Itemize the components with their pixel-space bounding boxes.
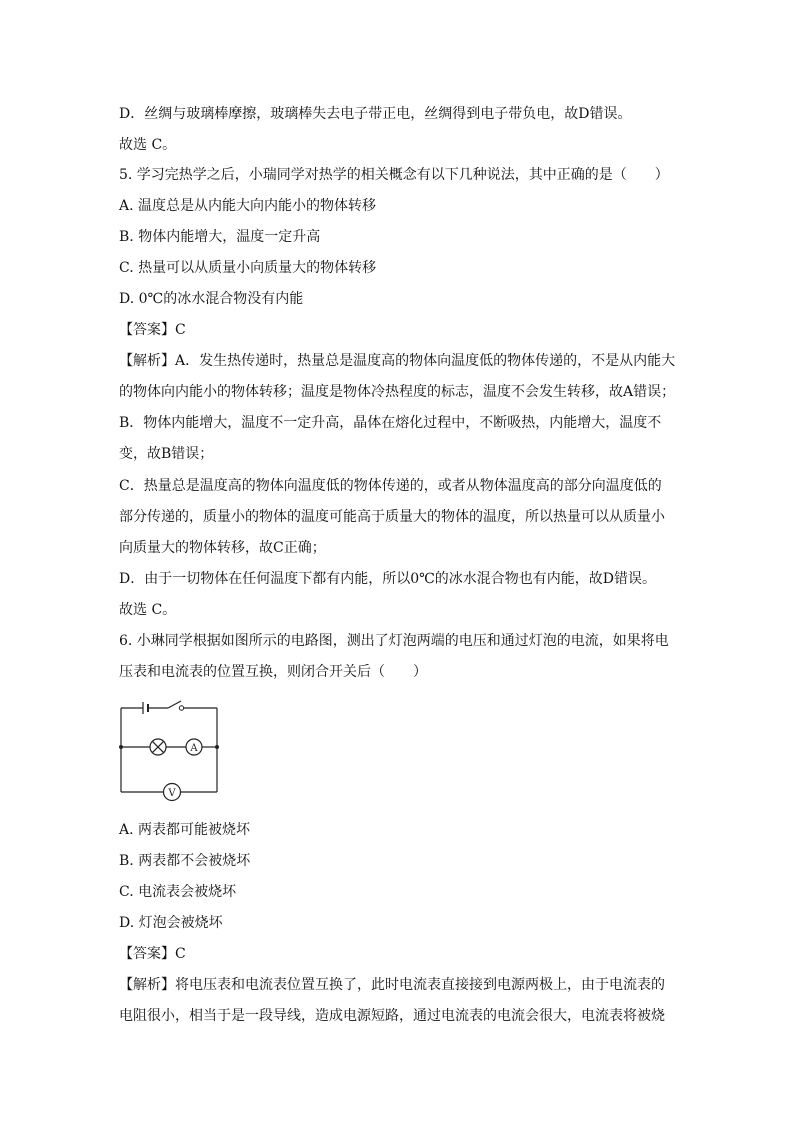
question-6-answer: 【答案】C bbox=[119, 946, 186, 962]
ammeter-label: A bbox=[190, 743, 198, 754]
question-5-option-b: B. 物体内能增大，温度一定升高 bbox=[119, 229, 321, 245]
analysis-line: 变，故B错误； bbox=[119, 446, 214, 462]
question-5-option-a: A. 温度总是从内能大向内能小的物体转移 bbox=[119, 198, 377, 214]
analysis-line: 部分传递的，质量小的物体的温度可能高于质量大的物体的温度，所以热量可以从质量小 bbox=[119, 509, 665, 525]
question-5-answer: 【答案】C bbox=[119, 322, 186, 338]
voltmeter-label: V bbox=[168, 788, 176, 799]
question-6-option-c: C. 电流表会被烧坏 bbox=[119, 884, 237, 900]
question-6-option-a: A. 两表都可能被烧坏 bbox=[119, 822, 251, 838]
text-line: D．丝绸与玻璃棒摩擦，玻璃棒失去电子带正电，丝绸得到电子带负电，故D错误。 bbox=[119, 106, 632, 122]
analysis-line: 【解析】将电压表和电流表位置互换了，此时电流表直接接到电源两极上，由于电流表的 bbox=[119, 977, 665, 993]
analysis-line: C．热量总是温度高的物体向温度低的物体传递的，或者从物体温度高的部分向温度低的 bbox=[119, 478, 662, 494]
text-line: 故选 C。 bbox=[119, 602, 177, 618]
question-6-option-b: B. 两表都不会被烧坏 bbox=[119, 853, 251, 869]
question-5-option-c: C. 热量可以从质量小向质量大的物体转移 bbox=[119, 260, 377, 276]
analysis-line: 【解析】A．发生热传递时，热量总是温度高的物体向温度低的物体传递的，不是从内能大 bbox=[119, 353, 676, 369]
text-line: 故选 C。 bbox=[119, 137, 177, 153]
analysis-line: 电阻很小，相当于是一段导线，造成电源短路，通过电流表的电流会很大，电流表将被烧 bbox=[119, 1008, 665, 1024]
question-6-stem: 6. 小琳同学根据如图所示的电路图，测出了灯泡两端的电压和通过灯泡的电流，如果将电 bbox=[119, 633, 669, 649]
question-6-stem: 压表和电流表的位置互换，则闭合开关后（ ） bbox=[119, 664, 427, 680]
circuit-diagram bbox=[118, 700, 222, 804]
question-5-stem: 5. 学习完热学之后，小瑞同学对热学的相关概念有以下几种说法，其中正确的是（ ） bbox=[119, 167, 669, 183]
question-6-option-d: D. 灯泡会被烧坏 bbox=[119, 915, 223, 931]
analysis-line: B．物体内能增大，温度不一定升高，晶体在熔化过程中，不断吸热，内能增大，温度不 bbox=[119, 415, 662, 431]
analysis-line: D．由于一切物体在任何温度下都有内能，所以0℃的冰水混合物也有内能，故D错误。 bbox=[119, 571, 657, 587]
analysis-line: 的物体向内能小的物体转移；温度是物体冷热程度的标志，温度不会发生转移，故A错误； bbox=[119, 384, 676, 400]
analysis-line: 向质量大的物体转移，故C正确； bbox=[119, 540, 326, 556]
question-5-option-d: D. 0℃的冰水混合物没有内能 bbox=[119, 291, 304, 307]
